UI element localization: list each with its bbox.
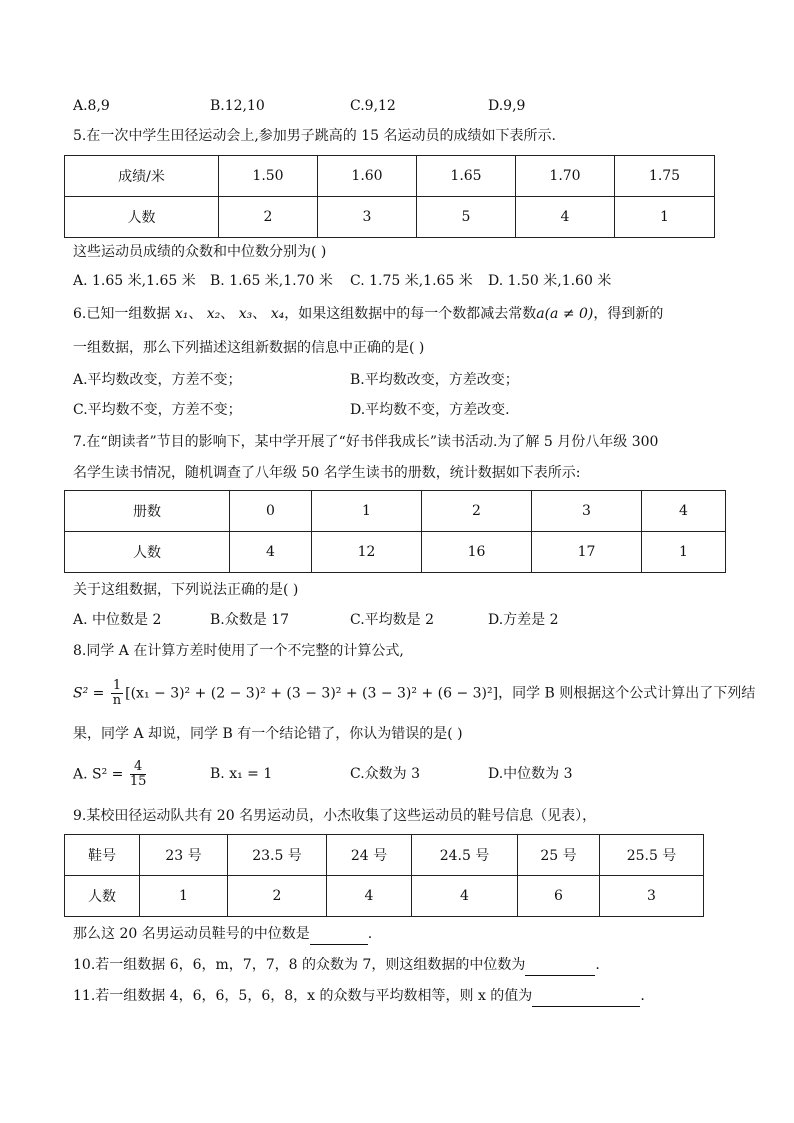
q4-option-b: B.12,10 <box>210 98 265 114</box>
table-cell: 16 <box>422 532 532 573</box>
table-cell: 1 <box>615 197 715 238</box>
q8-stem-line1: 8.同学 A 在计算方差时使用了一个不完整的计算公式, <box>73 643 404 659</box>
q6-stem-part3: ，得到新的 <box>593 306 664 322</box>
q5-score-table <box>64 155 715 238</box>
q8-option-a <box>73 760 148 789</box>
q4-option-d: D.9,9 <box>488 98 526 114</box>
q8-option-d: D.中位数为 3 <box>488 766 573 782</box>
table-cell: 4 <box>230 532 312 573</box>
q6-var-x4: x₄ <box>270 306 285 322</box>
table-cell: 4 <box>642 491 726 532</box>
table-cell: 25 号 <box>518 835 600 876</box>
table-cell: 4 <box>516 197 615 238</box>
q8-option-a-fraction <box>130 760 147 789</box>
table-cell: 6 <box>518 876 600 917</box>
table-cell: 2 <box>228 876 327 917</box>
q8-stem-line2-tail: ，同学 B 则根据这个公式计算出了下列结 <box>498 685 756 702</box>
q8-option-b: B. x₁ = 1 <box>210 766 273 782</box>
table-row <box>65 156 715 197</box>
fraction-denominator: n <box>112 693 122 708</box>
q9-shoe-table <box>64 834 704 917</box>
table-cell: 1.60 <box>318 156 417 197</box>
q11-text: 11.若一组数据 4，6，6，5，6，8，x 的众数与平均数相等，则 x 的值为 <box>73 988 533 1004</box>
q6-option-a: A.平均数改变，方差不变； <box>73 372 242 388</box>
table-cell: 17 <box>532 532 642 573</box>
q8-formula-rhs: [(x₁ − 3)² + (2 − 3)² + (3 − 3)² + (3 − 3)² + (6 − 3)²] <box>125 685 499 702</box>
table-cell: 1 <box>642 532 726 573</box>
q7-stem-line2: 名学生读书情况，随机调查了八年级 50 名学生读书的册数，统计数据如下表所示: <box>73 465 581 481</box>
q6-constant: a(a ≠ 0) <box>536 306 594 322</box>
table-cell: 人数 <box>65 197 219 238</box>
table-cell: 成绩/米 <box>65 156 219 197</box>
table-row <box>65 835 704 876</box>
q7-option-d: D.方差是 2 <box>488 612 559 628</box>
table-cell: 24 号 <box>327 835 412 876</box>
q6-option-c: C.平均数不变，方差不变； <box>73 402 242 418</box>
q8-formula-fraction <box>111 679 123 708</box>
table-cell: 册数 <box>65 491 230 532</box>
q10-answer-blank[interactable] <box>525 955 595 976</box>
q9-question-line: 那么这 20 名男运动员鞋号的中位数是 . <box>73 924 372 945</box>
table-cell: 3 <box>532 491 642 532</box>
q6-option-b: B.平均数改变，方差改变； <box>350 372 519 388</box>
table-cell: 25.5 号 <box>600 835 704 876</box>
table-cell: 24.5 号 <box>412 835 518 876</box>
table-cell: 1.50 <box>219 156 318 197</box>
table-cell: 2 <box>422 491 532 532</box>
table-cell: 3 <box>318 197 417 238</box>
fraction-denominator: 15 <box>129 774 147 789</box>
table-cell: 5 <box>417 197 516 238</box>
table-cell: 0 <box>230 491 312 532</box>
q5-option-a: A. 1.65 米,1.65 米 <box>73 273 196 289</box>
q7-stem-line1: 7.在“朗读者”节目的影响下，某中学开展了“好书伴我成长”读书活动.为了解 5 月份八年级 300 <box>73 434 659 450</box>
table-cell: 23.5 号 <box>228 835 327 876</box>
q7-option-c: C.平均数是 2 <box>350 612 435 628</box>
q10-line: 10.若一组数据 6，6，m，7，7，8 的众数为 7，则这组数据的中位数为 . <box>73 955 600 976</box>
q6-stem-part1: 6.已知一组数据 <box>73 306 171 322</box>
q10-text: 10.若一组数据 6，6，m，7，7，8 的众数为 7，则这组数据的中位数为 <box>73 957 526 973</box>
table-cell: 12 <box>312 532 422 573</box>
q6-stem-part2: ，如果这组数据中的每一个数都减去常数 <box>284 306 537 322</box>
table-row <box>65 532 726 573</box>
q7-books-table <box>64 490 726 573</box>
q8-stem-line3: 果，同学 A 却说，同学 B 有一个结论错了，你认为错误的是( ) <box>73 726 463 742</box>
q6-var-x1: x₁ <box>174 306 189 322</box>
q6-var-x3: x₃ <box>238 306 253 322</box>
table-cell: 4 <box>412 876 518 917</box>
table-cell: 1.70 <box>516 156 615 197</box>
table-row <box>65 197 715 238</box>
q5-option-b: B. 1.65 米,1.70 米 <box>210 273 333 289</box>
q11-answer-blank[interactable] <box>532 986 640 1007</box>
table-cell: 4 <box>327 876 412 917</box>
table-cell: 2 <box>219 197 318 238</box>
q11-line: 11.若一组数据 4，6，6，5，6，8，x 的众数与平均数相等，则 x 的值为 . <box>73 986 645 1007</box>
q7-option-a: A. 中位数是 2 <box>73 612 162 628</box>
q8-option-c: C.众数为 3 <box>350 766 421 782</box>
q6-var-x2: x₂ <box>206 306 221 322</box>
table-cell: 鞋号 <box>65 835 140 876</box>
q7-question: 关于这组数据，下列说法正确的是( ) <box>73 582 299 598</box>
table-cell: 人数 <box>65 876 140 917</box>
q6-stem-line1: 6.已知一组数据 x₁、 x₂、 x₃、 x₄，如果这组数据中的每一个数都减去常数a(a ≠ 0)，得到新的 <box>73 306 664 322</box>
q7-option-b: B.众数是 17 <box>210 612 290 628</box>
q9-stem: 9.某校田径运动队共有 20 名男运动员，小杰收集了这些运动员的鞋号信息（见表）， <box>73 808 597 824</box>
table-cell: 1 <box>140 876 228 917</box>
q5-option-d: D. 1.50 米,1.60 米 <box>488 273 612 289</box>
table-cell: 1.65 <box>417 156 516 197</box>
fraction-numerator: 1 <box>112 678 122 693</box>
table-cell: 23 号 <box>140 835 228 876</box>
q6-option-d: D.平均数不变，方差改变. <box>350 402 510 418</box>
q4-option-a: A.8,9 <box>73 98 110 114</box>
q5-question: 这些运动员成绩的众数和中位数分别为( ) <box>73 244 327 260</box>
table-cell: 1.75 <box>615 156 715 197</box>
table-row <box>65 491 726 532</box>
q4-option-c: C.9,12 <box>350 98 396 114</box>
fraction-numerator: 4 <box>130 760 147 775</box>
table-cell: 3 <box>600 876 704 917</box>
q8-option-a-prefix: A. S² = <box>73 766 124 783</box>
q9-answer-blank[interactable] <box>310 924 368 945</box>
q8-formula-line <box>73 679 755 708</box>
q9-question: 那么这 20 名男运动员鞋号的中位数是 <box>73 926 310 942</box>
q6-stem-line2: 一组数据，那么下列描述这组新数据的信息中正确的是( ) <box>73 340 425 356</box>
table-row <box>65 876 704 917</box>
q8-formula-lhs: S² = <box>73 685 105 702</box>
q5-stem: 5.在一次中学生田径运动会上,参加男子跳高的 15 名运动员的成绩如下表所示. <box>73 128 556 144</box>
table-cell: 1 <box>312 491 422 532</box>
q5-option-c: C. 1.75 米,1.65 米 <box>350 273 473 289</box>
table-cell: 人数 <box>65 532 230 573</box>
